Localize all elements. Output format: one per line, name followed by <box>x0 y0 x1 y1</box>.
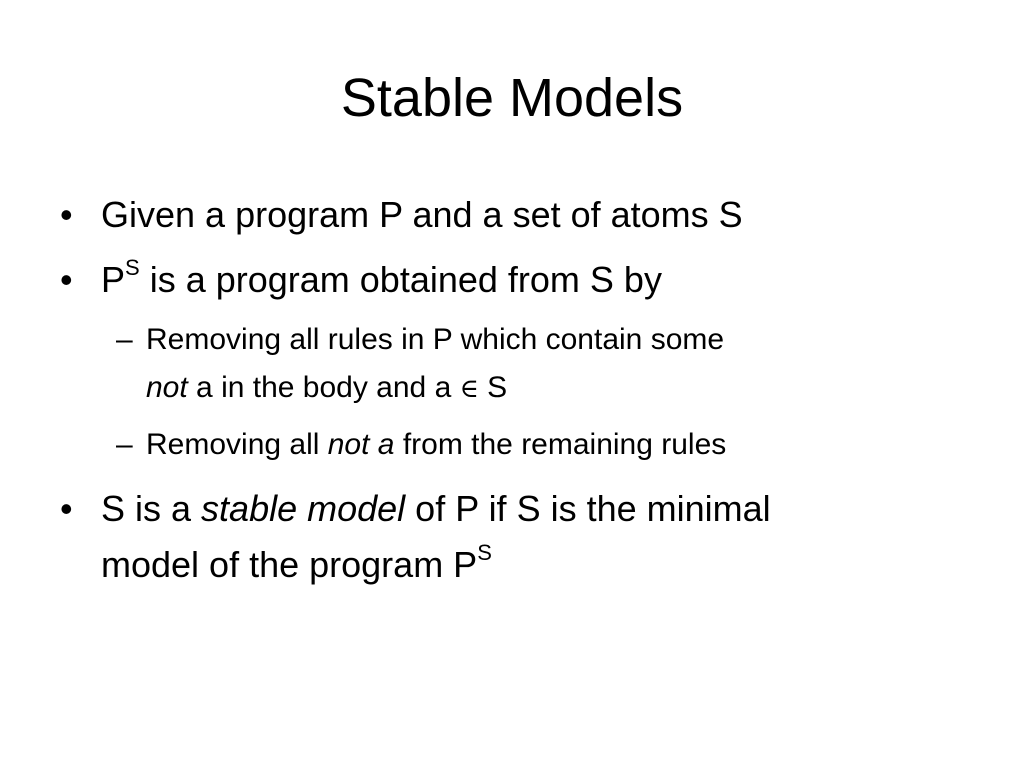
subitem-1-line-1: Removing all rules in P which contain some <box>146 323 725 356</box>
subitem-1-line-2 <box>146 370 507 407</box>
program-p: P <box>101 259 126 300</box>
bullet-3-line-2-text: model of the program P <box>101 544 478 585</box>
bullet-symbol: • <box>60 488 73 529</box>
bullet-3-post: of P if S is the minimal <box>405 488 771 529</box>
bullet-1-text: Given a program P and a set of atoms S <box>101 194 743 235</box>
dash-symbol: – <box>116 323 133 356</box>
bullet-3-line-1 <box>101 487 771 531</box>
bullet-symbol: • <box>60 259 73 300</box>
subitem-2-post: from the remaining rules <box>394 428 727 461</box>
bullet-2-rest: is a program obtained from S by <box>139 259 662 300</box>
subitem-2-text <box>146 427 726 463</box>
subitem-2-pre: Removing all <box>146 428 328 461</box>
bullet-2-text <box>101 255 662 302</box>
element-of-symbol: ∈ <box>459 374 479 404</box>
bullet-symbol: • <box>60 194 73 235</box>
subitem-1-line-2-end: S <box>478 371 508 404</box>
bullet-3-line-2 <box>101 540 492 587</box>
superscript-s: S <box>125 255 140 280</box>
bullet-3-pre: S is a <box>101 488 202 529</box>
dash-symbol: – <box>116 428 133 461</box>
italic-not: not <box>146 371 188 404</box>
italic-stable-model: stable model <box>201 488 406 529</box>
slide-title: Stable Models <box>340 68 684 128</box>
italic-not-a: not a <box>327 428 395 461</box>
superscript-s: S <box>477 540 492 565</box>
subitem-1-line-2-text: a in the body and a <box>187 371 460 404</box>
